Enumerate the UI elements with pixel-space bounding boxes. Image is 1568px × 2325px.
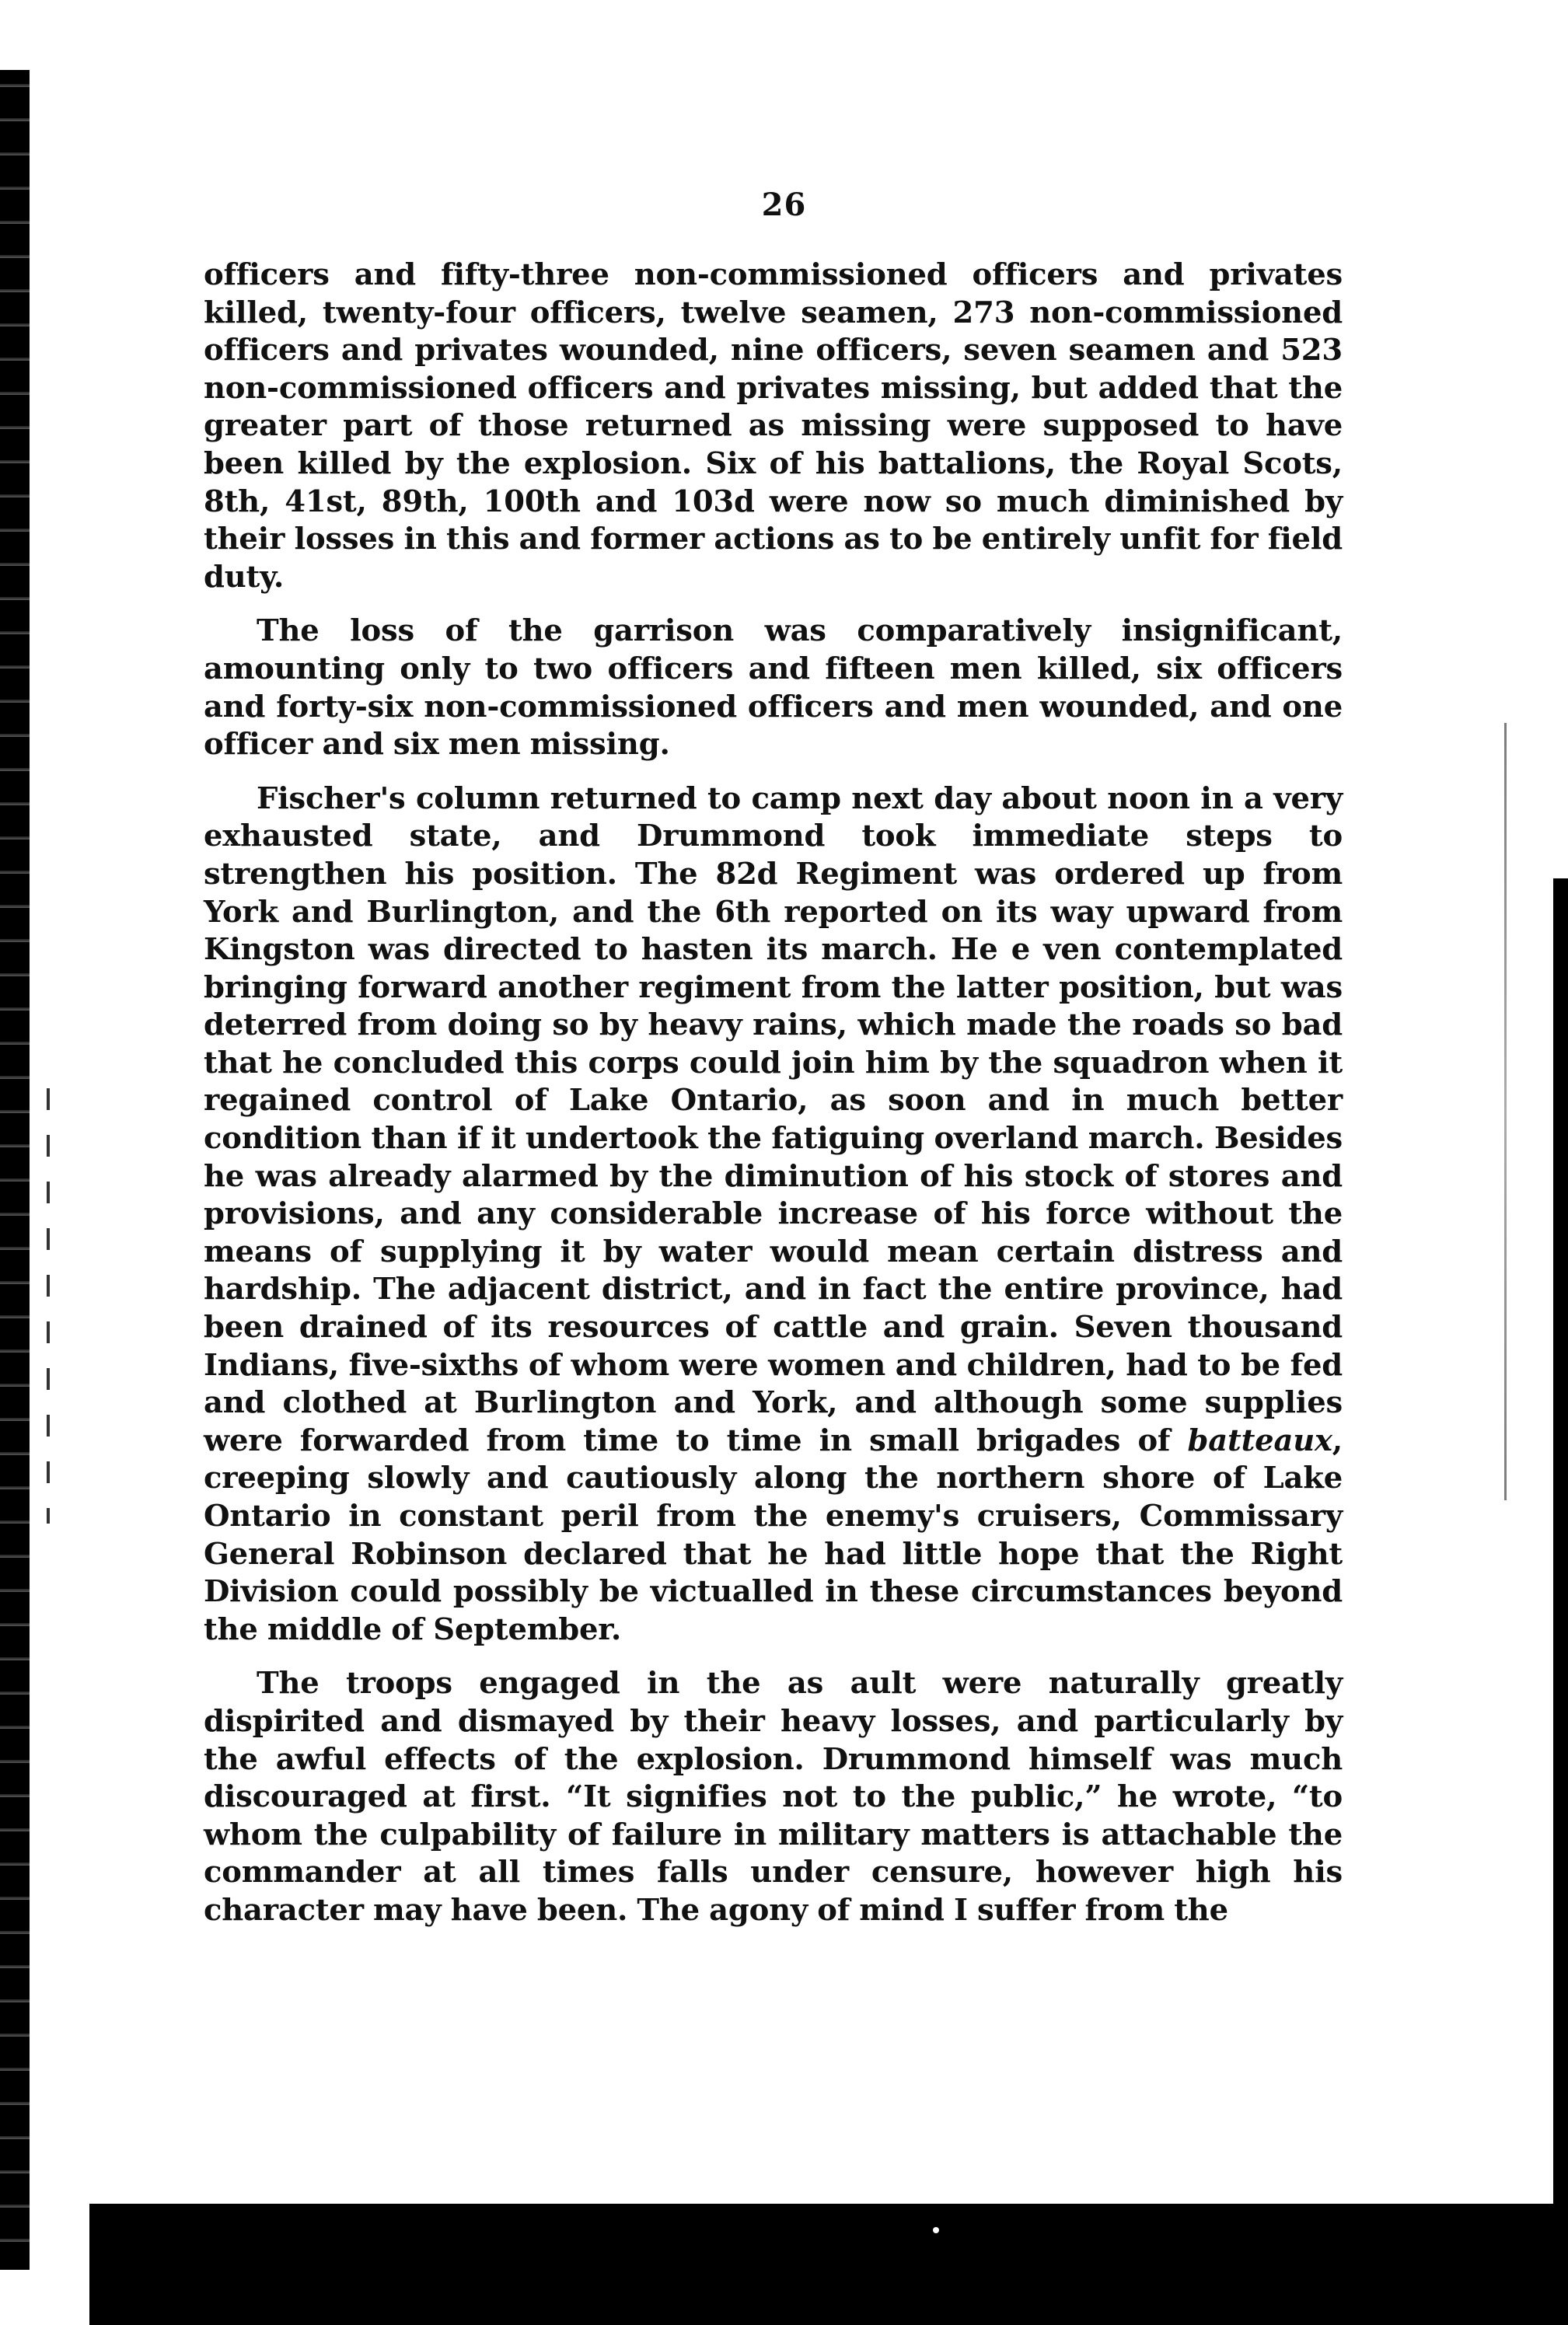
paragraph-4: The troops engaged in the as ault were naturally greatly dispirited and dismayed by their heavy losses, and particularly by the awful effects of the explosion. Drummond himself was much discouraged at first. “It signifies not to the public,” he wrote, “to whom the culpability of failure in military matters is attachable the commander at all times falls under censure, however high his character may have been. The agony of mind I suffer from the [204, 1666, 1343, 1928]
page-number: 26 [761, 187, 807, 223]
scan-bottom-bar [89, 2204, 1568, 2325]
paragraph-1: officers and fifty-three non-commissioned officers and privates killed, twenty-four officers, twelve seamen, 273 non-commissioned officers and privates wounded, nine officers, seven seamen and 523 non-commissioned officers and privates missing, but added that the greater part of those returned as missing were supposed to have been killed by the explosion. Six of his battalions, the Royal Scots, 8th, 41st, 89th, 100th and 103d were now so much diminished by their losses in this and former actions as to be entirely unfit for field duty. [204, 257, 1343, 595]
scan-left-edge [0, 70, 30, 2270]
page-body [204, 257, 1343, 1946]
paragraph-3-part-1: Fischer's column returned to camp next day about noon in a very exhausted state, and Drummond took immediate steps to strengthen his position. The 82d Regiment was ordered up from York and Burlington, and the 6th reported on its way upward from Kingston was directed to hasten its march. He e ven contemplated bringing forward another regiment from the latter position, but was deterred from doing so by heavy rains, which made the roads so bad that he concluded this corps could join him by the squadron when it regained control of Lake Ontario, as soon and in much better condition than if it undertook the fatiguing overland march. Besides he was already alarmed by the diminution of his stock of stores and provisions, and any considerable increase of his force without the means of supplying it by water would mean certain distress and hardship. The adjacent district, and in fact the entire province, had been drained of its resources of cattle and grain. Seven thousand Indians, five-sixths of whom were women and children, had to be fed and clothed at Burlington and York, and although some supplies were forwarded from time to time in small brigades of [204, 780, 1343, 1458]
scan-right-line [1504, 723, 1507, 1500]
paragraph-3-part-2: , creeping slowly and cautiously along the northern shore of Lake Ontario in constant peril from the enemy's cruisers, Commissary General Robinson declared that he had little hope that the Right Division could possibly be victualled in these circumstances beyond the middle of September. [204, 1423, 1343, 1647]
paragraph-3-italic-word: batteaux [1187, 1423, 1332, 1458]
scan-left-marks [47, 1088, 50, 1524]
scan-speck [933, 2227, 939, 2233]
paragraph-2: The loss of the garrison was comparatively insignificant, amounting only to two officers and fifteen men killed, six officers and forty-six non-commissioned officers and men wounded, and one officer and six men missing. [204, 613, 1343, 763]
scan-right-edge [1553, 878, 1568, 2246]
paragraph-3 [204, 780, 1343, 1649]
